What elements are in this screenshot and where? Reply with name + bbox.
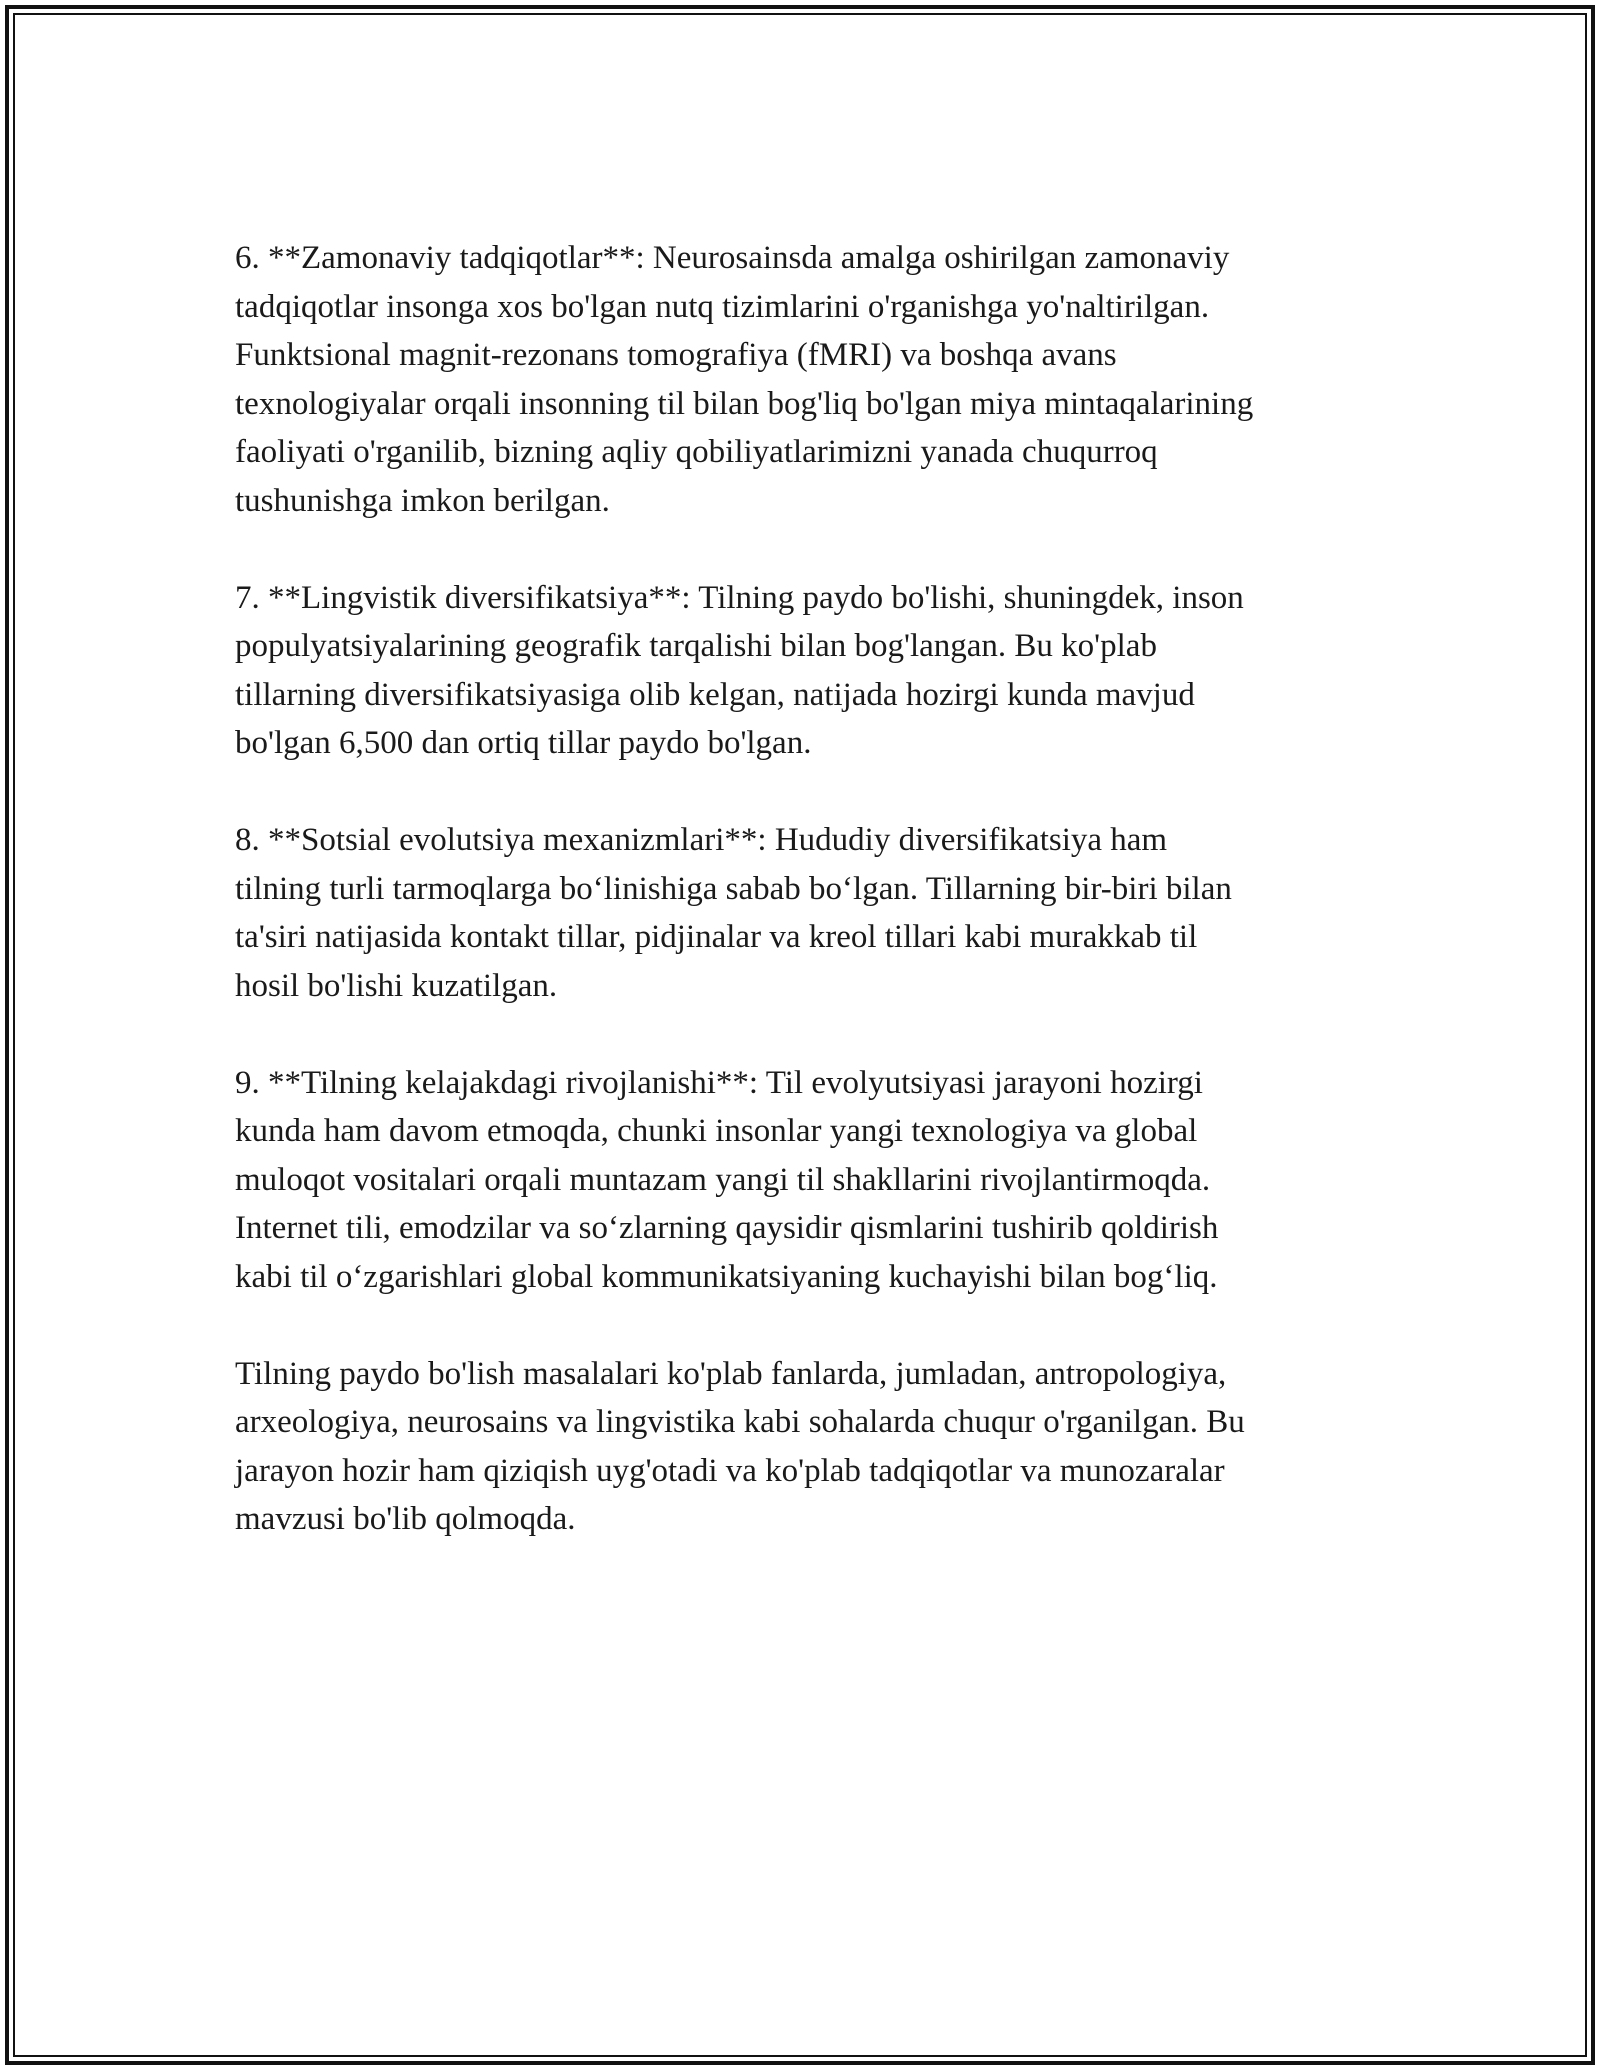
paragraph-conclusion: Tilning paydo bo'lish masalalari ko'plab fanlarda, jumladan, antropologiya, arxeologiya, neurosains va lingvistika kabi sohalarda chuqur o'rganilgan. Bu jarayon hozir ham qiziqish uyg'otadi va ko'plab tadqiqotlar va munozaralar mavzusi bo'lib qolmoqda. xyxy=(235,1355,1245,1537)
paragraph-social-evolution-mechanisms: 8. **Sotsial evolutsiya mexanizmlari**: Hududiy diversifikatsiya ham tilning turli tarmoqlarga bo‘linishiga sabab bo‘lgan. Tillarning bir-biri bilan ta'siri natijasida kontakt tillar, pidjinalar va kreol tillari kabi murakkab til hosil bo'lishi kuzatilgan. xyxy=(235,822,1232,1004)
document-body xyxy=(235,234,1395,1592)
paragraph-future-development: 9. **Tilning kelajakdagi rivojlanishi**: Til evolyutsiyasi jarayoni hozirgi kunda ham davom etmoqda, chunki insonlar yangi texnologiya va global muloqot vositalari orqali muntazam yangi til shakllarini rivojlantirmoqda. Internet tili, emodzilar va so‘zlarning qaysidir qismlarini tushirib qoldirish kabi til o‘zgarishlari global kommunikatsiyaning kuchayishi bilan bog‘liq. xyxy=(235,1064,1219,1295)
paragraph-modern-research: 6. **Zamonaviy tadqiqotlar**: Neurosainsda amalga oshirilgan zamonaviy tadqiqotlar insonga xos bo'lgan nutq tizimlarini o'rganishga yo'naltirilgan. Funktsional magnit-rezonans tomografiya (fMRI) va boshqa avans texnologiyalar orqali insonning til bilan bog'liq bo'lgan miya mintaqalarining faoliyati o'rganilib, bizning aqliy qobiliyatlarimizni yanada chuqurroq tushunishga imkon berilgan. xyxy=(235,240,1254,519)
paragraph-linguistic-diversification: 7. **Lingvistik diversifikatsiya**: Tilning paydo bo'lishi, shuningdek, inson populyatsiyalarining geografik tarqalishi bilan bog'langan. Bu ko'plab tillarning diversifikatsiyasiga olib kelgan, natijada hozirgi kunda mavjud bo'lgan 6,500 dan ortiq tillar paydo bo'lgan. xyxy=(235,579,1244,761)
